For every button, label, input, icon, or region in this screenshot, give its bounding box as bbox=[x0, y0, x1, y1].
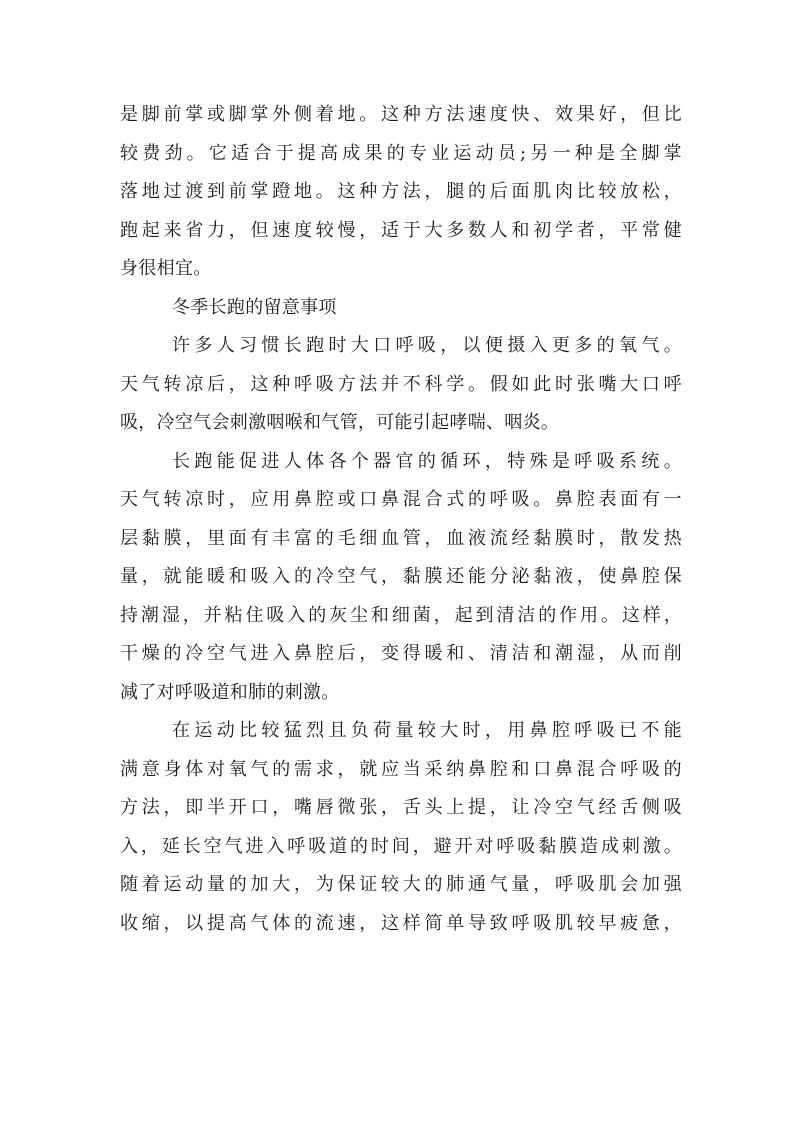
text-line: 许多人习惯长跑时大口呼吸，以便摄入更多的氧气。 bbox=[172, 335, 682, 356]
text-line: 方法，即半开口，嘴唇微张，舌头上提，让冷空气经舌侧吸 bbox=[120, 797, 682, 818]
text-line: 随着运动量的加大，为保证较大的肺通气量，呼吸肌会加强 bbox=[120, 874, 682, 895]
text-line: 入，延长空气进入呼吸道的时间，避开对呼吸黏膜造成刺激。 bbox=[120, 835, 682, 857]
text-line: 落地过渡到前掌蹬地。这种方法，腿的后面肌肉比较放松， bbox=[120, 181, 682, 202]
text-line: 是脚前掌或脚掌外侧着地。这种方法速度快、效果好，但比 bbox=[120, 104, 682, 125]
text-line: 干燥的冷空气进入鼻腔后，变得暖和、清洁和潮湿，从而削 bbox=[120, 643, 682, 664]
text-line: 在运动比较猛烈且负荷量较大时，用鼻腔呼吸已不能 bbox=[172, 720, 682, 741]
paragraph-2 bbox=[120, 327, 682, 443]
section-heading bbox=[120, 289, 682, 328]
text-line: 持潮湿，并粘住吸入的灰尘和细菌，起到清洁的作用。这样， bbox=[120, 604, 682, 626]
paragraph-1 bbox=[120, 96, 682, 289]
text-line: 天气转凉时，应用鼻腔或口鼻混合式的呼吸。鼻腔表面有一 bbox=[120, 489, 682, 510]
text-line: 层黏膜，里面有丰富的毛细血管，血液流经黏膜时，散发热 bbox=[120, 527, 682, 549]
text-line: 较费劲。它适合于提高成果的专业运动员;另一种是全脚掌 bbox=[120, 142, 682, 164]
paragraph-3 bbox=[120, 443, 682, 713]
text-line: 跑起来省力，但速度较慢，适于大多数人和初学者，平常健 bbox=[120, 219, 682, 241]
paragraph-4 bbox=[120, 712, 682, 943]
text-line: 吸，冷空气会刺激咽喉和气管，可能引起哮喘、咽炎。 bbox=[120, 412, 560, 433]
text-line: 满意身体对氧气的需求，就应当采纳鼻腔和口鼻混合呼吸的 bbox=[120, 758, 682, 780]
heading-text: 冬季长跑的留意事项 bbox=[172, 296, 337, 318]
text-line: 天气转凉后，这种呼吸方法并不科学。假如此时张嘴大口呼 bbox=[120, 373, 682, 395]
text-line: 身很相宜。 bbox=[120, 258, 212, 279]
text-line: 量，就能暖和吸入的冷空气，黏膜还能分泌黏液，使鼻腔保 bbox=[120, 566, 682, 587]
text-line: 减了对呼吸道和肺的刺激。 bbox=[120, 681, 340, 703]
text-line: 长跑能促进人体各个器官的循环，特殊是呼吸系统。 bbox=[172, 450, 682, 472]
text-line: 收缩，以提高气体的流速，这样简单导致呼吸肌较早疲惫， bbox=[120, 912, 682, 934]
document-body bbox=[120, 96, 682, 943]
